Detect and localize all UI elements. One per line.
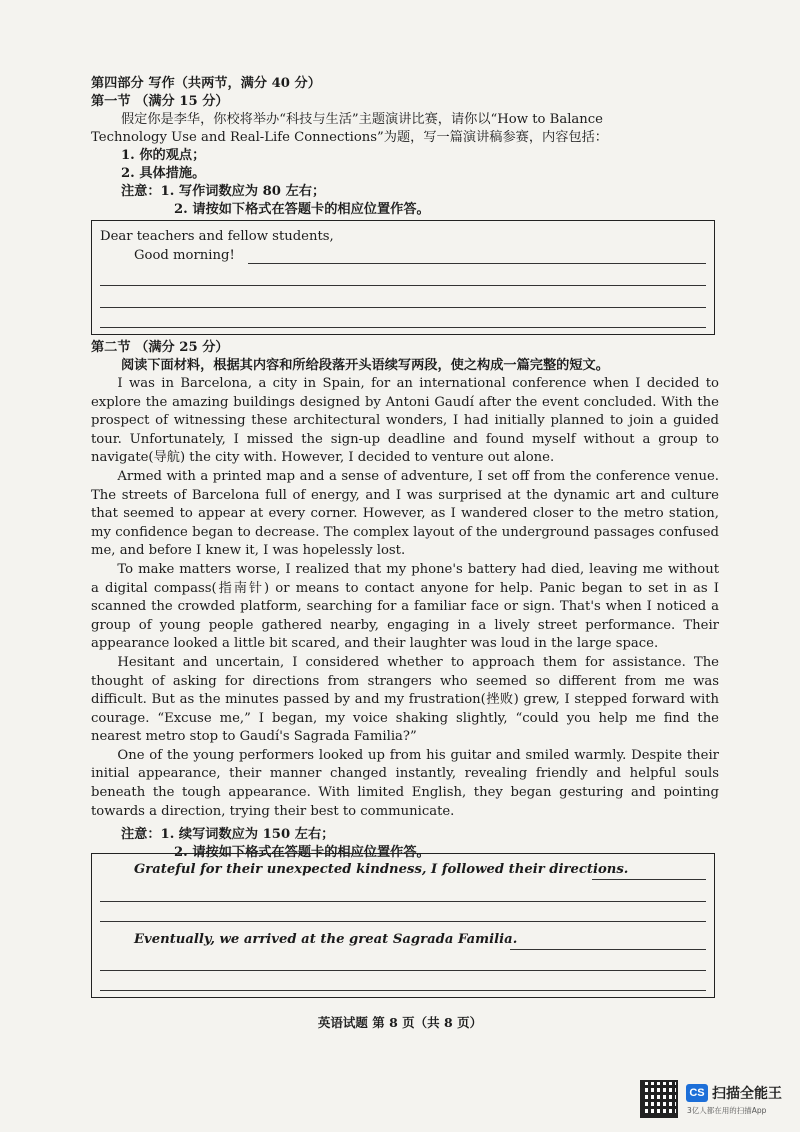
section2-answer-box [91,853,715,998]
answer-line [510,949,706,950]
part-heading: 第四部分 写作（共两节，满分 40 分） [91,76,321,91]
answer-line [100,901,706,902]
continuation-opener-1: Grateful for their unexpected kindness, I followed their directions. [134,862,629,877]
section1-answer-box [91,220,715,335]
story-paragraph: Armed with a printed map and a sense of adventure, I set off from the conference venue. The streets of Barcelona full of energy, and I was surprised at the dynamic art and culture that seemed to appear at every corner. However, as I wandered closer to the metro station, my confidence began to decrease. The complex layout of the underground passages confused me, and before I knew it, I was hopelessly lost. [91,468,719,559]
section1-prompt-line1: 假定你是李华，你校将举办“科技与生活”主题演讲比赛，请你以“How to Balance [121,112,603,127]
section2-instruction: 阅读下面材料，根据其内容和所给段落开头语续写两段，使之构成一篇完整的短文。 [121,358,609,373]
answer-line [100,285,706,286]
camscanner-logo-icon: CS [686,1084,708,1102]
section1-item1: 1. 你的观点； [121,148,206,163]
continuation-opener-2: Eventually, we arrived at the great Sagrada Familia. [134,932,518,947]
section-one [91,75,721,219]
section1-heading: 第一节 （满分 15 分） [91,94,229,109]
answer-line [248,263,706,264]
story-paragraph: One of the young performers looked up from his guitar and smiled warmly. Despite their initial appearance, their manner changed instantly, revealing friendly and helpful souls beneath the tough appearance. With limited English, they began gesturing and pointing towards a direction, trying their best to communicate. [91,747,719,819]
answer-line [100,327,706,328]
brand-name: 扫描全能王 [712,1086,782,1102]
answer-line [592,879,706,880]
story-text [91,375,719,821]
qr-code-icon [640,1080,678,1118]
story-paragraph: Hesitant and uncertain, I considered whether to approach them for assistance. The thought of asking for directions from strangers who seemed so different from me was difficult. But as the minutes passed by and my frustration(挫败) grew, I stepped forward with courage. “Excuse me,” I began, my voice shaking slightly, “could you help me find the nearest metro stop to Gaudí's Sagrada Familia?” [91,654,719,745]
section1-note1: 注意：1. 写作词数应为 80 左右； [121,184,326,199]
answer-line [100,990,706,991]
answer-line [100,970,706,971]
section1-item2: 2. 具体措施。 [121,166,206,181]
section2-note1: 注意：1. 续写词数应为 150 左右； [121,827,335,843]
section1-prompt-line2: Technology Use and Real-Life Connections”为题，写一篇演讲稿参赛，内容包括： [91,130,608,145]
answer-line [100,921,706,922]
answer-line [100,307,706,308]
scanner-watermark [640,1080,790,1122]
story-paragraph: I was in Barcelona, a city in Spain, for an international conference when I decided to explore the amazing buildings designed by Antoni Gaudí after the event concluded. With the prospect of witnessing these architectural wonders, I had initially planned to join a guided tour. Unfortunately, I missed the sign-up deadline and found myself without a group to navigate(导航) the city with. However, I decided to venture out alone. [91,376,719,466]
section2-heading: 第二节 （满分 25 分） [91,340,229,355]
section-two [91,339,719,862]
brand-tagline: 3亿人都在用的扫描App [687,1106,767,1115]
greeting-line: Dear teachers and fellow students, [100,229,334,244]
section1-note2: 2. 请按如下格式在答题卡的相应位置作答。 [174,202,430,217]
page-footer: 英语试题 第 8 页（共 8 页） [317,1015,483,1030]
good-morning-line: Good morning! [134,248,235,263]
story-paragraph: To make matters worse, I realized that my phone's battery had died, leaving me without a digital compass(指南针) or means to contact anyone for help. Panic began to set in as I scanned the crowded platform, searching for a familiar face or sign. That's when I noticed a group of young people gathered nearby, engaging in a lively street performance. Their appearance looked a little bit scared, and their laughter was loud in the large space. [91,561,719,652]
section2-note2: 2. 请按如下格式在答题卡的相应位置作答。 [174,845,430,861]
